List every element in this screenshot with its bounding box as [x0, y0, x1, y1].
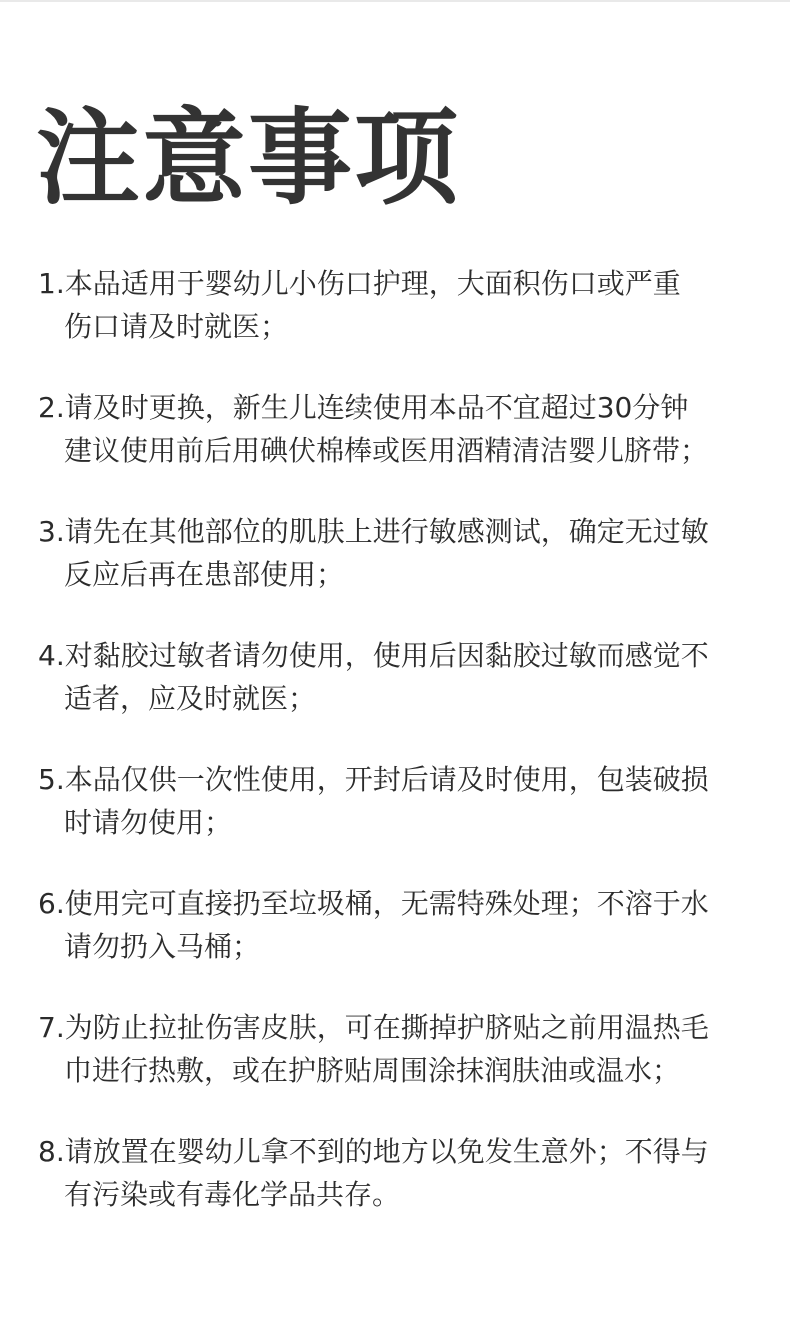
- notice-item-5: [38, 758, 760, 882]
- notice-line: 时请勿使用；: [64, 806, 233, 839]
- notice-line: 伤口请及时就医；: [64, 310, 289, 343]
- notice-line: 1.本品适用于婴幼儿小伤口护理，大面积伤口或严重: [38, 267, 681, 300]
- top-divider: [0, 0, 790, 2]
- notice-item-1: [38, 262, 760, 386]
- notice-line: 建议使用前后用碘伏棉棒或医用酒精清洁婴儿脐带；: [64, 434, 709, 467]
- notice-item-6: [38, 882, 760, 1006]
- notice-line: 6.使用完可直接扔至垃圾桶，无需特殊处理；不溶于水: [38, 887, 709, 920]
- notice-line: 巾进行热敷，或在护脐贴周围涂抹润肤油或温水；: [64, 1054, 681, 1087]
- notice-item-4: [38, 634, 760, 758]
- notice-line: 7.为防止拉扯伤害皮肤，可在撕掉护脐贴之前用温热毛: [38, 1011, 709, 1044]
- notice-line: 4.对黏胶过敏者请勿使用，使用后因黏胶过敏而感觉不: [38, 639, 709, 672]
- notice-line: 5.本品仅供一次性使用，开封后请及时使用，包装破损: [38, 763, 709, 796]
- notice-line: 适者，应及时就医；: [64, 682, 317, 715]
- notice-line: 反应后再在患部使用；: [64, 558, 345, 591]
- notice-line: 2.请及时更换，新生儿连续使用本品不宜超过30分钟: [38, 391, 689, 424]
- notice-item-3: [38, 510, 760, 634]
- notice-line: 有污染或有毒化学品共存。: [64, 1178, 401, 1211]
- notice-line: 8.请放置在婴幼儿拿不到的地方以免发生意外；不得与: [38, 1135, 709, 1168]
- notice-list: [38, 262, 760, 1254]
- notice-item-8: [38, 1130, 760, 1254]
- notice-item-2: [38, 386, 760, 510]
- page-title: 注意事项: [36, 97, 461, 219]
- notice-line: 3.请先在其他部位的肌肤上进行敏感测试，确定无过敏: [38, 515, 709, 548]
- notice-line: 请勿扔入马桶；: [64, 930, 261, 963]
- notice-item-7: [38, 1006, 760, 1130]
